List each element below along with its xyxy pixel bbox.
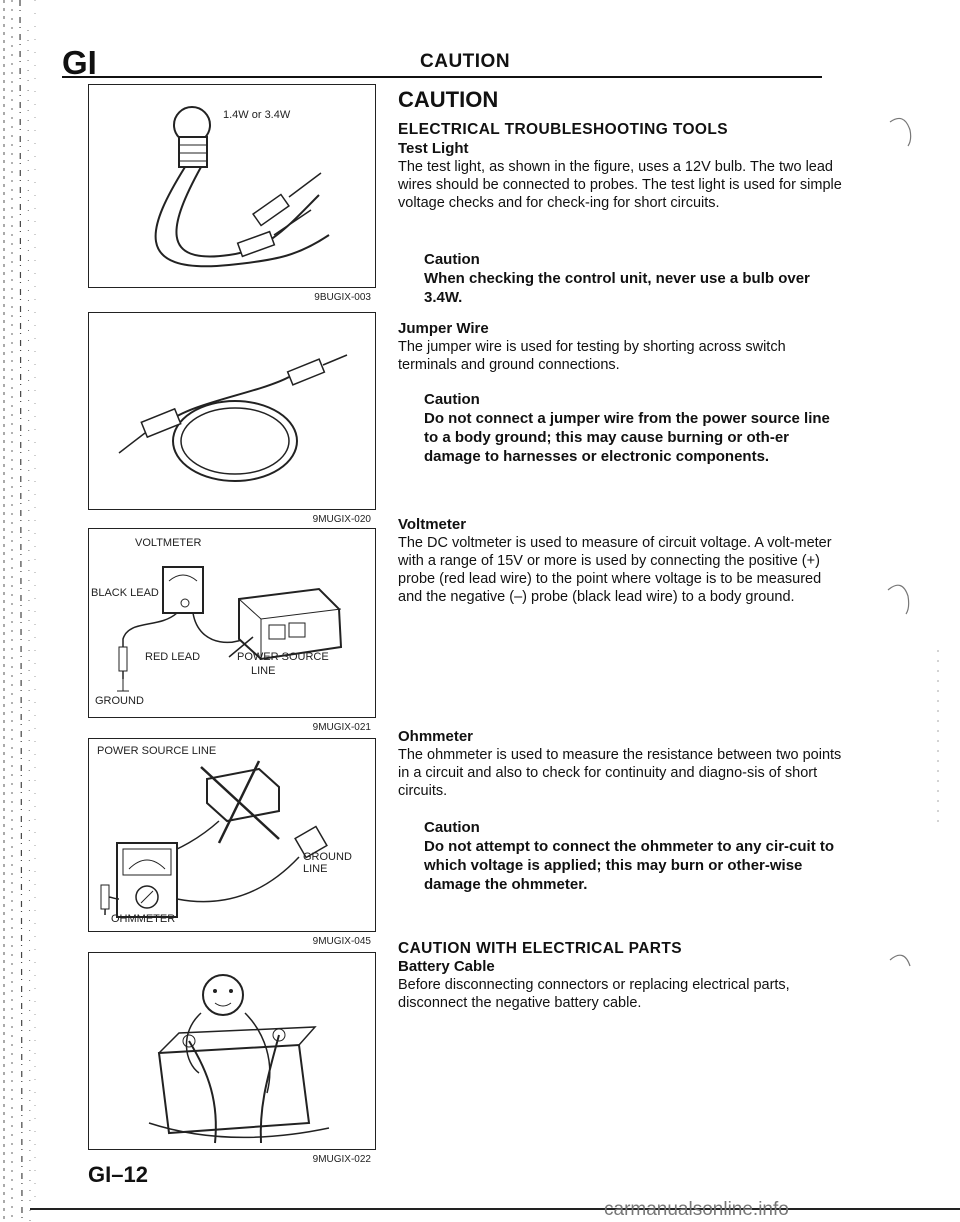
test-light-heading: Test Light	[398, 140, 469, 157]
power-source-line-label: POWER SOURCE LINE	[97, 745, 217, 757]
jumper-wire-body: The jumper wire is used for testing by shorting across switch terminals and ground connections.	[398, 339, 786, 373]
ohmmeter-caution	[424, 818, 844, 894]
figure-id: 9BUGIX-003	[314, 292, 371, 303]
figure-id: 9MUGIX-021	[312, 722, 371, 733]
voltmeter-label: VOLTMETER	[135, 537, 202, 549]
section-code: GI	[62, 44, 97, 81]
header-rule	[62, 76, 822, 78]
test-light-caution	[424, 250, 844, 307]
caution-text: When checking the control unit, never use a bulb over 3.4W.	[424, 270, 810, 306]
footer-rule	[30, 1208, 960, 1210]
ohmmeter-section	[398, 728, 848, 800]
ohmmeter-label: OHMMETER	[111, 913, 176, 925]
line-label: LINE	[251, 665, 276, 677]
bulb-rating-label: 1.4W or 3.4W	[223, 109, 291, 121]
figure-id: 9MUGIX-020	[312, 514, 371, 525]
figure-id: 9MUGIX-022	[312, 1154, 371, 1165]
section-title-troubleshooting: ELECTRICAL TROUBLESHOOTING TOOLS	[398, 121, 728, 138]
caution-heading: Caution	[424, 391, 480, 408]
test-light-body: The test light, as shown in the figure, uses a 12V bulb. The two lead wires should be connected to probes. The test light is used for simple voltage checks and for check-ing for short circuits.	[398, 159, 842, 211]
watermark: carmanualsonline.info	[604, 1199, 789, 1220]
margin-marks	[880, 110, 940, 970]
jumper-wire-section	[398, 320, 848, 374]
ohmmeter-heading: Ohmmeter	[398, 728, 474, 745]
binding-edge	[0, 0, 40, 1222]
battery-illustration	[89, 953, 375, 1149]
voltmeter-body: The DC voltmeter is used to measure of circuit voltage. A volt-meter with a range of 15V or more is used by connecting the positive (+) probe (red lead wire) to the point where voltage is to be measured and the negative (–) probe (black lead wire) to a body ground.	[398, 535, 832, 605]
figure-ohmmeter	[88, 738, 376, 947]
line-label: LINE	[303, 863, 328, 875]
caution-text: Do not attempt to connect the ohmmeter to any cir-cuit to which voltage is applied; this may burn or other-wise damage the ohmmeter.	[424, 838, 835, 893]
figure-voltmeter	[88, 528, 376, 733]
ground-label: GROUND	[303, 851, 352, 863]
figure-jumper-wire	[88, 312, 376, 525]
ohmmeter-body: The ohmmeter is used to measure the resistance between two points in a circuit and also to check for continuity and diagno-sis of short circuits.	[398, 747, 842, 799]
figure-test-light	[88, 84, 376, 303]
battery-cable-section	[398, 958, 848, 1012]
black-lead-label: BLACK LEAD	[91, 587, 159, 599]
caution-text: Do not connect a jumper wire from the power source line to a body ground; this may cause burning or oth-er damage to harnesses or electronic components.	[424, 410, 830, 465]
red-lead-label: RED LEAD	[145, 651, 201, 663]
page-number: GI–12	[88, 1162, 148, 1187]
ground-label: GROUND	[95, 695, 144, 707]
battery-cable-heading: Battery Cable	[398, 958, 495, 975]
battery-cable-body: Before disconnecting connectors or replacing electrical parts, disconnect the negative battery cable.	[398, 977, 790, 1011]
ohmmeter-illustration	[89, 739, 375, 931]
jumper-wire-heading: Jumper Wire	[398, 320, 489, 337]
power-source-label: POWER SOURCE	[237, 651, 329, 663]
caution-heading: Caution	[424, 251, 480, 268]
jumper-wire-illustration	[89, 313, 375, 509]
figure-id: 9MUGIX-045	[312, 936, 371, 947]
jumper-wire-caution	[424, 390, 844, 466]
caution-heading: Caution	[424, 819, 480, 836]
voltmeter-heading: Voltmeter	[398, 516, 467, 533]
figure-battery-cable	[88, 952, 376, 1165]
voltmeter-section	[398, 516, 848, 606]
main-title: CAUTION	[398, 87, 499, 112]
header-title: CAUTION	[420, 51, 511, 72]
test-light-section	[398, 140, 848, 212]
voltmeter-illustration	[89, 529, 375, 717]
section-title-electrical-parts: CAUTION WITH ELECTRICAL PARTS	[398, 940, 682, 957]
